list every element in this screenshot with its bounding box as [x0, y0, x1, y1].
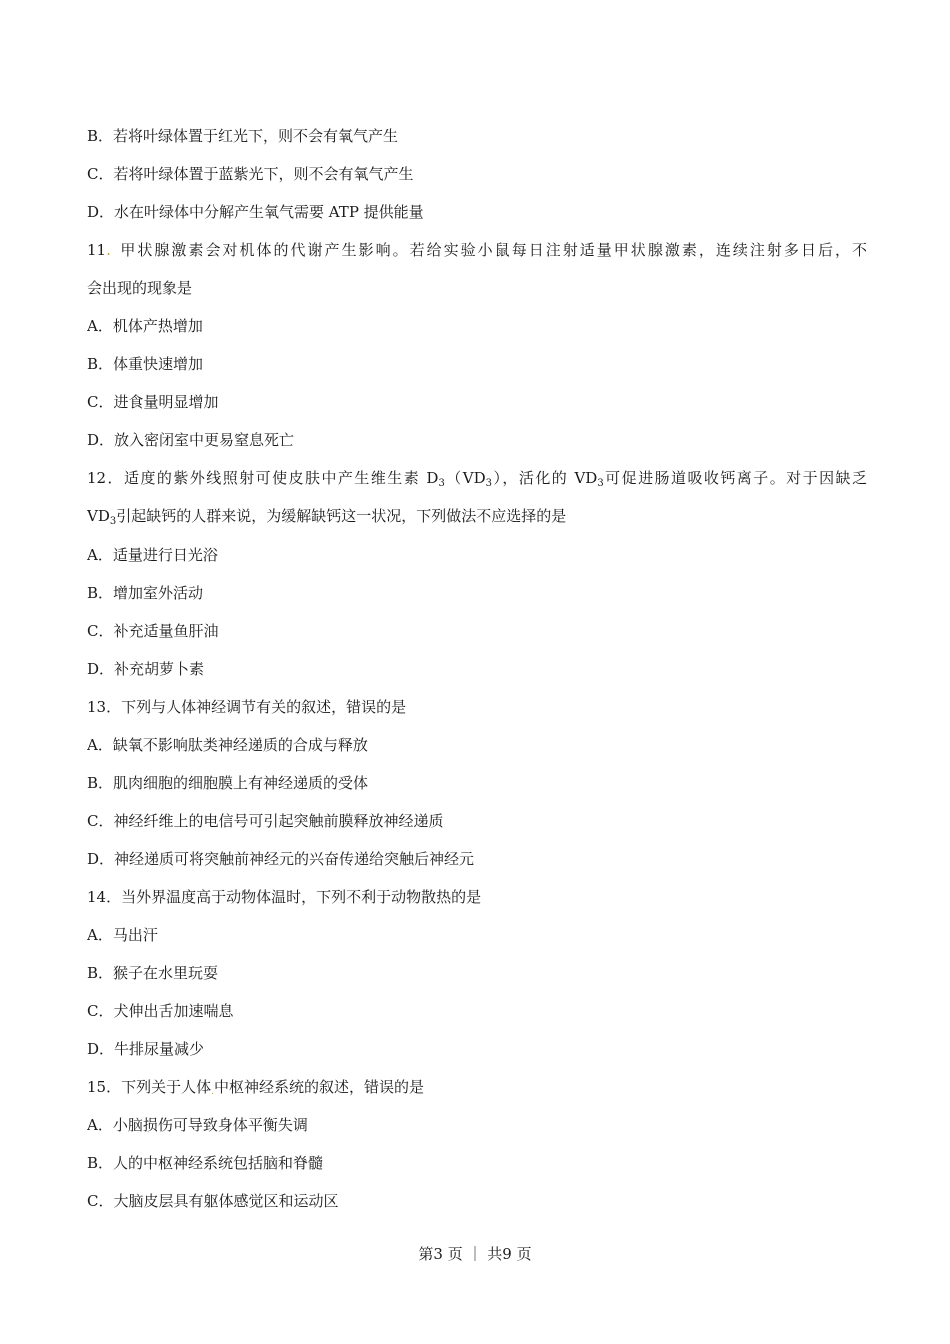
- question-15-text-b: 中枢神经系统的叙述，错误的是: [213, 1078, 424, 1097]
- option-10b: B．若将叶绿体置于红光下，则不会有氧气产生: [87, 127, 399, 145]
- option-14d: D．牛排尿量减少: [87, 1040, 205, 1059]
- question-11-number: 11: [87, 241, 107, 260]
- option-14b: B．猴子在水里玩耍: [87, 964, 219, 983]
- option-12c: C．补充适量鱼肝油: [87, 621, 219, 640]
- option-14c: C．犬伸出舌加速喘息: [87, 1002, 234, 1021]
- question-14: 14．当外界温度高于动物体温时，下列不利于动物散热的是: [87, 887, 482, 906]
- question-12-text-d: 可促进肠道吸收钙离子。对于因缺乏: [603, 469, 867, 488]
- question-12-text-c: ），活化的 VD: [492, 469, 598, 488]
- option-13d: D．神经递质可将突触前神经元的兴奋传递给突触后神经元: [87, 849, 475, 868]
- question-12-text-f: 引起缺钙的人群来说，为缓解缺钙这一状况，下列做法不应选择的是: [116, 507, 567, 526]
- option-11a: A．机体产热增加: [87, 317, 203, 336]
- question-11-line-2: 会出现的现象是: [87, 279, 193, 298]
- question-11-text: 甲状腺激素会对机体的代谢产生影响。若给实验小鼠每日注射适量甲状腺激素，连续注射多日后，不: [118, 241, 867, 260]
- question-13: 13．下列与人体神经调节有关的叙述，错误的是: [87, 697, 407, 716]
- question-15: [87, 1068, 867, 1106]
- option-14a: A．马出汗: [87, 925, 158, 944]
- question-11-line-1: [87, 231, 867, 269]
- question-12-line-2: [87, 497, 867, 535]
- subscript: 3: [438, 478, 445, 490]
- question-12-text-a: 12．适度的紫外线照射可使皮肤中产生维生素 D: [87, 469, 439, 488]
- option-15b: B．人的中枢神经系统包括脑和脊髓: [87, 1154, 324, 1173]
- page-footer: 第3 页 ｜ 共9 页: [418, 1245, 532, 1263]
- option-15c: C．大脑皮层具有躯体感觉区和运动区: [87, 1192, 339, 1211]
- question-12-text-e: VD: [87, 507, 110, 526]
- option-10c: C．若将叶绿体置于蓝紫光下，则不会有氧气产生: [87, 165, 414, 184]
- subscript: 3: [597, 478, 604, 490]
- option-15a: A．小脑损伤可导致身体平衡失调: [87, 1116, 308, 1135]
- option-13a: A．缺氧不影响肽类神经递质的合成与释放: [87, 735, 368, 754]
- option-11d: D．放入密闭室中更易窒息死亡: [87, 431, 295, 450]
- question-content: [87, 117, 867, 1220]
- option-13c: C．神经纤维上的电信号可引起突触前膜释放神经递质: [87, 811, 444, 830]
- mark-dot: .: [211, 1087, 214, 1098]
- option-12d: D．补充胡萝卜素: [87, 659, 205, 678]
- option-11b: B．体重快速增加: [87, 355, 204, 374]
- option-12a: A．适量进行日光浴: [87, 545, 218, 564]
- subscript: 3: [109, 516, 117, 528]
- option-10d: D．水在叶绿体中分解产生氧气需要 ATP 提供能量: [87, 203, 424, 222]
- option-11c: C．进食量明显增加: [87, 393, 219, 412]
- option-12b: B．增加室外活动: [87, 583, 204, 602]
- question-12-line-1: [87, 459, 867, 497]
- question-15-text-a: 15．下列关于人体: [87, 1078, 212, 1097]
- subscript: 3: [485, 478, 492, 490]
- mark-dot: .: [106, 241, 111, 260]
- option-13b: B．肌肉细胞的细胞膜上有神经递质的受体: [87, 773, 369, 792]
- question-12-text-b: （VD: [444, 469, 486, 488]
